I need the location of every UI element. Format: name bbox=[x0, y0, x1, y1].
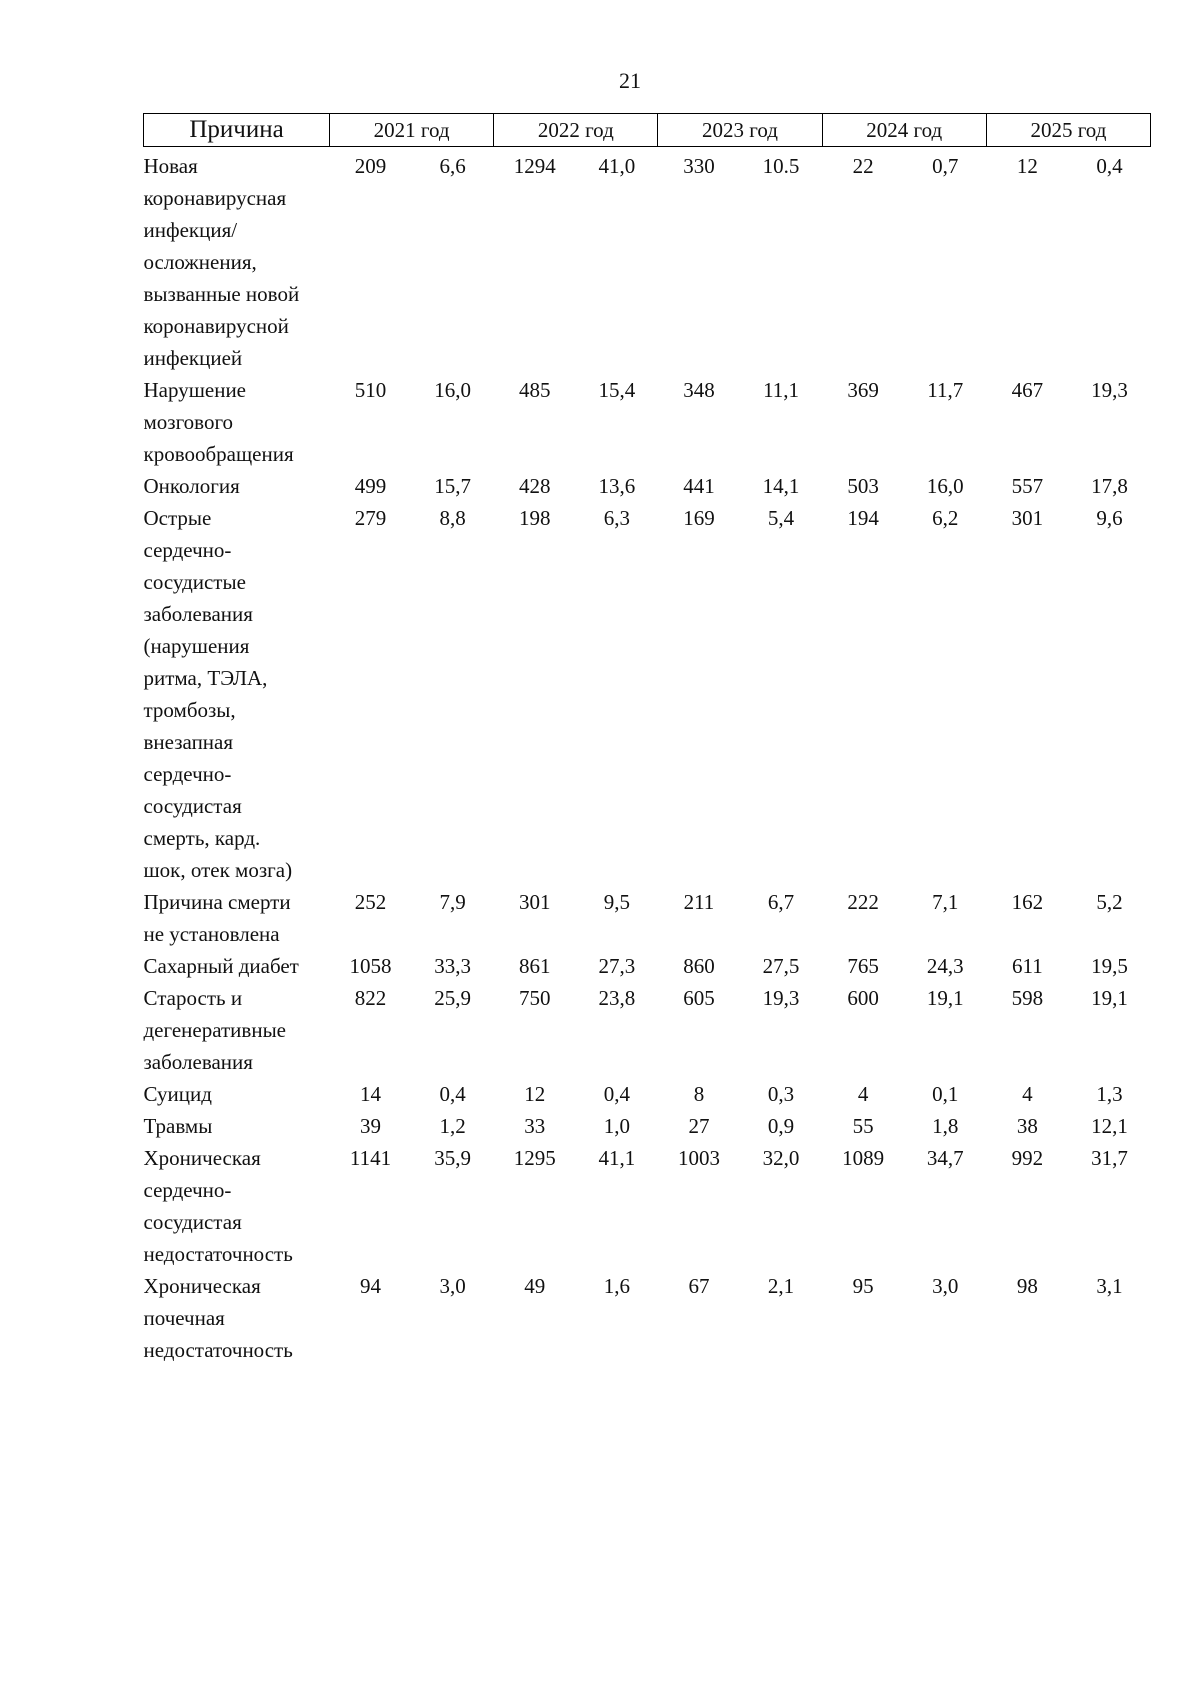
cause-label-line: недостаточность bbox=[143, 1338, 293, 1362]
percent-cell: 23,8 bbox=[598, 986, 636, 1010]
cause-label-line: Причина смерти bbox=[143, 890, 291, 914]
cause-cell bbox=[144, 374, 330, 470]
count-cell: 428 bbox=[519, 474, 551, 498]
table-row bbox=[144, 1078, 1151, 1110]
count-cell: 1295 bbox=[513, 1146, 556, 1170]
cause-label-line: Сахарный диабет bbox=[143, 954, 299, 978]
cause-cell bbox=[144, 1270, 330, 1366]
percent-cell: 19,1 bbox=[926, 986, 964, 1010]
cause-cell bbox=[144, 1142, 330, 1270]
percent-cell: 33,3 bbox=[434, 954, 472, 978]
percent-cell: 2,1 bbox=[767, 1274, 795, 1298]
count-cell: 12 bbox=[1016, 154, 1038, 178]
column-header-year: 2021 год bbox=[330, 114, 494, 147]
percent-cell: 19,3 bbox=[762, 986, 800, 1010]
cause-cell bbox=[144, 1110, 330, 1142]
table-row bbox=[144, 950, 1151, 982]
cause-label-line: коронавирусная bbox=[143, 186, 287, 210]
count-cell: 467 bbox=[1011, 378, 1044, 402]
percent-cell: 24,3 bbox=[926, 954, 964, 978]
count-cell: 441 bbox=[683, 474, 715, 498]
count-cell: 33 bbox=[524, 1114, 546, 1138]
cause-label-line: сосудистые bbox=[143, 570, 246, 594]
cause-label-line: шок, отек мозга) bbox=[143, 858, 293, 882]
percent-cell: 27,3 bbox=[598, 954, 636, 978]
percent-cell: 19,3 bbox=[1091, 378, 1128, 402]
count-cell: 503 bbox=[847, 474, 879, 498]
column-header-year: 2024 год bbox=[822, 114, 986, 147]
cause-cell bbox=[144, 886, 330, 950]
count-cell: 194 bbox=[847, 506, 879, 530]
percent-cell: 10.5 bbox=[762, 154, 800, 178]
count-cell: 765 bbox=[847, 954, 879, 978]
table-row bbox=[144, 1110, 1151, 1142]
percent-cell: 0,4 bbox=[603, 1082, 630, 1106]
count-cell: 22 bbox=[852, 154, 874, 178]
column-header-year: 2025 год bbox=[986, 114, 1150, 147]
count-cell: 1058 bbox=[349, 954, 392, 978]
count-cell: 1141 bbox=[349, 1146, 392, 1170]
cause-label-line: Хроническая bbox=[143, 1274, 261, 1298]
cause-label-line: сосудистая bbox=[143, 1210, 242, 1234]
count-cell: 348 bbox=[683, 378, 715, 402]
count-cell: 198 bbox=[519, 506, 551, 530]
count-cell: 279 bbox=[354, 506, 387, 530]
count-cell: 95 bbox=[852, 1274, 874, 1298]
column-header-year: 2022 год bbox=[494, 114, 658, 147]
percent-cell: 12,1 bbox=[1091, 1114, 1128, 1138]
percent-cell: 13,6 bbox=[598, 474, 636, 498]
cause-label-line: сосудистая bbox=[143, 794, 242, 818]
count-cell: 301 bbox=[519, 890, 551, 914]
cause-label-line: сердечно- bbox=[143, 1178, 232, 1202]
column-header-cause: Причина bbox=[144, 114, 330, 147]
percent-cell: 0,9 bbox=[767, 1114, 795, 1138]
cause-label-line: Нарушение bbox=[143, 378, 246, 402]
percent-cell: 35,9 bbox=[434, 1146, 472, 1170]
table-row bbox=[144, 1270, 1151, 1366]
percent-cell: 8,8 bbox=[439, 506, 466, 530]
percent-cell: 7,1 bbox=[932, 890, 959, 914]
cause-label-line: кровообращения bbox=[143, 442, 294, 466]
percent-cell: 1,2 bbox=[439, 1114, 466, 1138]
cause-label-line: мозгового bbox=[143, 410, 234, 434]
count-cell: 557 bbox=[1011, 474, 1044, 498]
cause-label-line: дегенеративные bbox=[143, 1018, 286, 1042]
count-cell: 485 bbox=[519, 378, 551, 402]
count-cell: 1003 bbox=[677, 1146, 720, 1170]
count-cell: 38 bbox=[1016, 1114, 1038, 1138]
table-body bbox=[144, 147, 1151, 1367]
count-cell: 222 bbox=[847, 890, 879, 914]
count-cell: 14 bbox=[360, 1082, 382, 1106]
cause-label-line: инфекция/ bbox=[143, 218, 238, 242]
cause-label-line: осложнения, bbox=[143, 250, 257, 274]
percent-cell: 11,7 bbox=[927, 378, 964, 402]
cause-cell bbox=[144, 502, 330, 886]
percent-cell: 3,1 bbox=[1096, 1274, 1123, 1298]
cause-label-line: Новая bbox=[143, 154, 198, 178]
cause-label-line: сердечно- bbox=[143, 538, 232, 562]
count-cell: 600 bbox=[847, 986, 879, 1010]
mortality-causes-table bbox=[143, 113, 1151, 1366]
percent-cell: 16,0 bbox=[926, 474, 964, 498]
percent-cell: 0,3 bbox=[767, 1082, 795, 1106]
count-cell: 39 bbox=[360, 1114, 382, 1138]
cause-cell bbox=[144, 470, 330, 502]
cause-label-line: Острые bbox=[143, 506, 212, 530]
count-cell: 12 bbox=[524, 1082, 546, 1106]
cause-label-line: тромбозы, bbox=[143, 698, 236, 722]
percent-cell: 6,7 bbox=[767, 890, 795, 914]
count-cell: 861 bbox=[519, 954, 551, 978]
cause-label-line: почечная bbox=[143, 1306, 225, 1330]
count-cell: 1294 bbox=[513, 154, 556, 178]
percent-cell: 16,0 bbox=[434, 378, 472, 402]
count-cell: 510 bbox=[354, 378, 387, 402]
percent-cell: 5,4 bbox=[767, 506, 795, 530]
count-cell: 98 bbox=[1016, 1274, 1038, 1298]
percent-cell: 31,7 bbox=[1091, 1146, 1128, 1170]
percent-cell: 6,2 bbox=[932, 506, 959, 530]
count-cell: 49 bbox=[524, 1274, 546, 1298]
count-cell: 598 bbox=[1011, 986, 1044, 1010]
cause-label-line: Суицид bbox=[143, 1082, 212, 1106]
cause-label-line: (нарушения bbox=[143, 634, 250, 658]
count-cell: 8 bbox=[693, 1082, 705, 1106]
percent-cell: 1,6 bbox=[603, 1274, 630, 1298]
count-cell: 55 bbox=[852, 1114, 874, 1138]
count-cell: 611 bbox=[1011, 954, 1043, 978]
percent-cell: 14,1 bbox=[762, 474, 800, 498]
count-cell: 330 bbox=[683, 154, 715, 178]
table-row bbox=[144, 982, 1151, 1078]
percent-cell: 19,1 bbox=[1091, 986, 1128, 1010]
cause-label-line: недостаточность bbox=[143, 1242, 293, 1266]
cause-label-line: Старость и bbox=[143, 986, 243, 1010]
table-row bbox=[144, 1142, 1151, 1270]
percent-cell: 25,9 bbox=[434, 986, 472, 1010]
percent-cell: 3,0 bbox=[439, 1274, 466, 1298]
cause-cell bbox=[144, 950, 330, 982]
percent-cell: 0,7 bbox=[932, 154, 959, 178]
percent-cell: 7,9 bbox=[439, 890, 466, 914]
percent-cell: 9,5 bbox=[603, 890, 630, 914]
cause-label-line: заболевания bbox=[143, 602, 253, 626]
count-cell: 162 bbox=[1011, 890, 1044, 914]
percent-cell: 19,5 bbox=[1091, 954, 1128, 978]
percent-cell: 3,0 bbox=[932, 1274, 959, 1298]
count-cell: 369 bbox=[847, 378, 879, 402]
percent-cell: 15,4 bbox=[598, 378, 636, 402]
cause-label-line: инфекцией bbox=[143, 346, 243, 370]
count-cell: 27 bbox=[688, 1114, 710, 1138]
percent-cell: 32,0 bbox=[762, 1146, 800, 1170]
cause-label-line: Онкология bbox=[143, 474, 240, 498]
percent-cell: 0,1 bbox=[932, 1082, 959, 1106]
percent-cell: 0,4 bbox=[439, 1082, 466, 1106]
percent-cell: 11,1 bbox=[763, 378, 800, 402]
column-header-year: 2023 год bbox=[658, 114, 822, 147]
percent-cell: 9,6 bbox=[1096, 506, 1123, 530]
table-row bbox=[144, 502, 1151, 886]
cause-label-line: коронавирусной bbox=[143, 314, 289, 338]
count-cell: 499 bbox=[354, 474, 387, 498]
cause-cell bbox=[144, 1078, 330, 1110]
percent-cell: 27,5 bbox=[762, 954, 800, 978]
percent-cell: 41,1 bbox=[598, 1146, 636, 1170]
count-cell: 992 bbox=[1011, 1146, 1044, 1170]
cause-label-line: заболевания bbox=[143, 1050, 253, 1074]
percent-cell: 34,7 bbox=[926, 1146, 964, 1170]
cause-cell bbox=[144, 982, 330, 1078]
percent-cell: 5,2 bbox=[1096, 890, 1123, 914]
table-row bbox=[144, 470, 1151, 502]
count-cell: 301 bbox=[1011, 506, 1044, 530]
percent-cell: 15,7 bbox=[434, 474, 472, 498]
count-cell: 4 bbox=[1022, 1082, 1033, 1106]
cause-label-line: вызванные новой bbox=[143, 282, 300, 306]
percent-cell: 6,3 bbox=[603, 506, 630, 530]
cause-label-line: не установлена bbox=[143, 922, 280, 946]
percent-cell: 41,0 bbox=[598, 154, 636, 178]
count-cell: 750 bbox=[519, 986, 551, 1010]
cause-label-line: сердечно- bbox=[143, 762, 232, 786]
percent-cell: 1,0 bbox=[603, 1114, 630, 1138]
table-row bbox=[144, 886, 1151, 950]
table-row bbox=[144, 147, 1151, 375]
count-cell: 860 bbox=[683, 954, 715, 978]
cause-label-line: смерть, кард. bbox=[143, 826, 261, 850]
cause-label-line: ритма, ТЭЛА, bbox=[143, 666, 268, 690]
count-cell: 252 bbox=[354, 890, 387, 914]
cause-cell bbox=[144, 147, 330, 375]
page-number: 21 bbox=[619, 68, 641, 93]
count-cell: 822 bbox=[354, 986, 387, 1010]
cause-label-line: Травмы bbox=[143, 1114, 213, 1138]
percent-cell: 1,8 bbox=[932, 1114, 959, 1138]
count-cell: 605 bbox=[683, 986, 715, 1010]
count-cell: 169 bbox=[683, 506, 715, 530]
table-header bbox=[144, 114, 1151, 147]
cause-label-line: внезапная bbox=[143, 730, 234, 754]
count-cell: 94 bbox=[360, 1274, 382, 1298]
percent-cell: 6,6 bbox=[439, 154, 466, 178]
percent-cell: 1,3 bbox=[1096, 1082, 1123, 1106]
percent-cell: 17,8 bbox=[1091, 474, 1128, 498]
percent-cell: 0,4 bbox=[1096, 154, 1123, 178]
count-cell: 67 bbox=[688, 1274, 710, 1298]
count-cell: 209 bbox=[354, 154, 387, 178]
count-cell: 4 bbox=[857, 1082, 869, 1106]
count-cell: 1089 bbox=[842, 1146, 885, 1170]
cause-label-line: Хроническая bbox=[143, 1146, 261, 1170]
table-row bbox=[144, 374, 1151, 470]
count-cell: 211 bbox=[683, 890, 715, 914]
